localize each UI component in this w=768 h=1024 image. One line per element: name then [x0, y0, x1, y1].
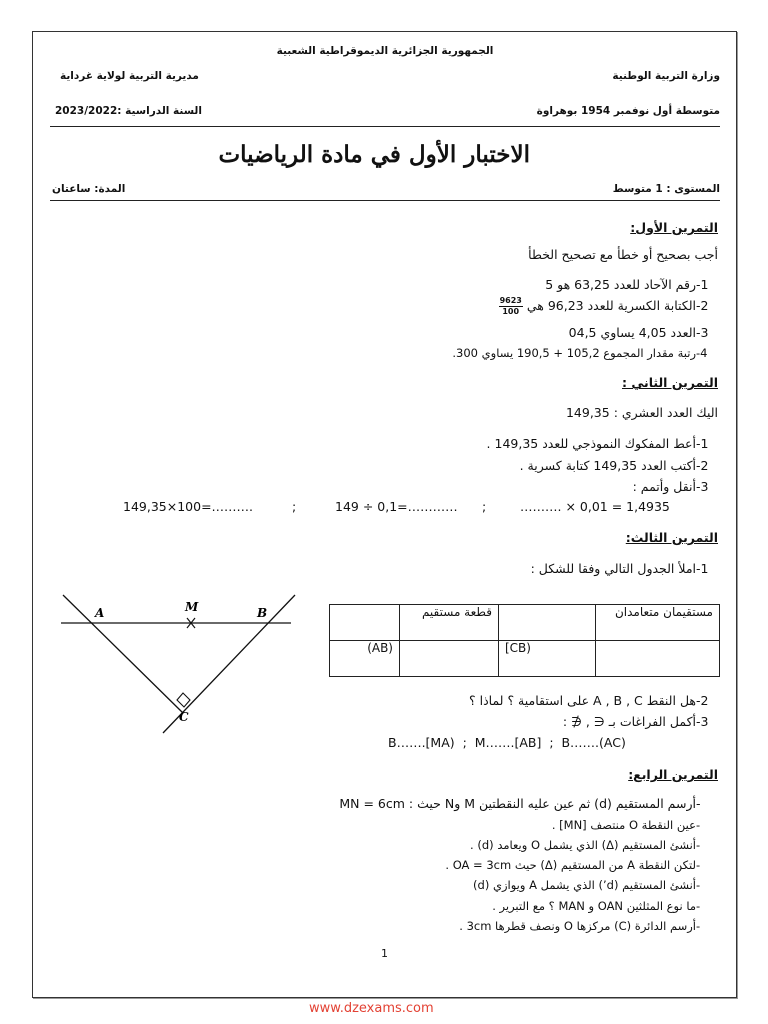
label-a: A — [95, 606, 105, 620]
table-header-cell — [499, 605, 596, 641]
page-number: 1 — [381, 947, 388, 960]
ex1-item — [569, 325, 718, 340]
ex4-item — [339, 796, 718, 811]
ex4-heading: التمرين الرابع: — [628, 767, 718, 782]
page-frame — [32, 31, 737, 998]
item-number: 2- — [696, 298, 709, 313]
item-text: أكمل الفراغات بـ ∈ , ∉ : — [562, 714, 696, 729]
ex3-item — [531, 561, 718, 576]
bullet: - — [696, 818, 701, 832]
item-text: املأ الجدول التالي وفقا للشكل : — [530, 561, 696, 576]
table-header-row — [330, 605, 720, 641]
level-divider — [50, 200, 720, 201]
ex4-item — [459, 919, 718, 933]
item-text: أنشئ المستقيم (d’) الذي يشمل A ويوازي (d) — [473, 878, 696, 892]
item-text: أرسم الدائرة (C) مركزها O ونصف قطرها 3cm . — [459, 919, 696, 933]
item-text: عين النقطة O منتصف [MN] . — [551, 818, 696, 832]
item-text: رقم الآحاد للعدد 63,25 هو 5 — [545, 277, 696, 292]
ex3-heading: التمرين الثالث: — [625, 530, 718, 545]
ex2-item — [520, 458, 718, 473]
separator: ; — [482, 499, 487, 514]
bullet: - — [696, 878, 701, 892]
fraction-numerator: 9623 — [499, 296, 522, 305]
ex1-heading: التمرين الأول: — [630, 220, 718, 235]
item-text: الكتابة الكسرية للعدد 96,23 هي — [526, 298, 696, 313]
ex1-item — [499, 296, 718, 317]
item-number: 3- — [696, 714, 709, 729]
bullet: - — [696, 919, 701, 933]
exam-title: الاختبار الأول في مادة الرياضيات — [218, 141, 530, 168]
item-number: 3- — [696, 325, 709, 340]
label-c: C — [179, 710, 189, 724]
directorate-label: مديرية التربية لولاية غرداية — [60, 70, 199, 82]
line-ca — [63, 595, 183, 713]
fill-in-3: ………. × 0,01 = 1,4935 — [520, 499, 670, 514]
item-text: أنقل وأتمم : — [632, 479, 696, 494]
bullet: - — [696, 838, 701, 852]
fraction — [499, 296, 523, 317]
table-row — [330, 641, 720, 677]
school-year: السنة الدراسية :2023/2022 — [55, 105, 202, 117]
table-cell[interactable]: (AB) — [330, 641, 400, 677]
item-text: العدد 4,05 يساوي 04,5 — [568, 325, 696, 340]
item-number: 1- — [696, 561, 709, 576]
table-cell[interactable] — [400, 641, 499, 677]
item-text: أكتب العدد 149,35 كتابة كسرية . — [519, 458, 696, 473]
item-number: 2- — [696, 458, 709, 473]
right-angle-mark — [177, 693, 190, 707]
separator: ; — [292, 499, 297, 514]
ex3-table — [329, 604, 720, 677]
fill-in-2: 149 ÷ 0,1=………… — [335, 499, 458, 514]
table-cell-empty[interactable] — [330, 605, 400, 641]
item-text: أنشئ المستقيم (Δ) الذي يشمل O ويعامد (d) . — [470, 838, 696, 852]
item-number: 3- — [696, 479, 709, 494]
table-cell[interactable] — [596, 641, 720, 677]
school-label: متوسطة أول نوفمبر 1954 بوهراوة — [536, 105, 720, 117]
label-m: M — [185, 600, 199, 614]
ex1-item — [545, 277, 718, 292]
item-text: هل النقط A , B , C على استقامية ؟ لماذا ؟ — [468, 693, 696, 708]
fraction-denominator: 100 — [502, 307, 520, 316]
ex4-item — [473, 878, 718, 892]
ex2-item — [487, 436, 718, 451]
table-header-cell: مستقيمان متعامدان — [596, 605, 720, 641]
item-number: 1- — [696, 436, 709, 451]
ministry-label: وزارة التربية الوطنية — [612, 70, 720, 82]
ex4-item — [552, 818, 718, 832]
ex2-intro: اليك العدد العشري : 149,35 — [565, 405, 718, 420]
ex2-heading: التمرين الثاني : — [622, 375, 718, 390]
bullet: - — [696, 899, 701, 913]
ex4-item — [492, 899, 718, 913]
ex3-fills: B…….[MA) ; M…….[AB] ; B…….(AC) — [388, 735, 626, 750]
item-text: لتكن النقطة A من المستقيم (Δ) حيث OA = 3cm . — [445, 858, 696, 872]
ex3-item — [469, 693, 718, 708]
level-label: المستوى : 1 متوسط — [612, 183, 720, 195]
ex3-item — [563, 714, 718, 729]
fill-in-1: 149,35×100=………. — [123, 499, 254, 514]
ex4-item — [445, 858, 718, 872]
item-number: 1- — [696, 277, 709, 292]
item-number: 4- — [696, 346, 708, 360]
item-text: أرسم المستقيم (d) ثم عين عليه النقطتين M وN حيث : MN = 6cm — [339, 796, 696, 811]
item-text: رتبة مقدار المجموع 105,2 + 190,5 يساوي 300. — [452, 346, 696, 360]
watermark-link[interactable]: www.dzexams.com — [309, 1001, 434, 1016]
ex4-item — [470, 838, 718, 852]
item-text: أعط المفكوك النموذجي للعدد 149,35 . — [486, 436, 696, 451]
item-text: ما نوع المثلثين OAN و MAN ؟ مع التبرير . — [492, 899, 696, 913]
bullet: - — [696, 858, 701, 872]
geometry-figure — [55, 590, 305, 740]
table-header-cell: قطعة مستقيم — [400, 605, 499, 641]
ex1-instruction: أجب بصحيح أو خطأ مع تصحيح الخطأ — [528, 247, 718, 262]
item-number: 2- — [696, 693, 709, 708]
duration-label: المدة: ساعتان — [52, 183, 126, 195]
table-cell[interactable]: [CB) — [499, 641, 596, 677]
republic-title: الجمهورية الجزائرية الديموقراطية الشعبية — [276, 45, 494, 57]
ex2-item — [633, 479, 718, 494]
label-b: B — [257, 606, 268, 620]
header-divider — [50, 126, 720, 127]
bullet: - — [696, 796, 701, 811]
ex1-item — [452, 346, 718, 360]
